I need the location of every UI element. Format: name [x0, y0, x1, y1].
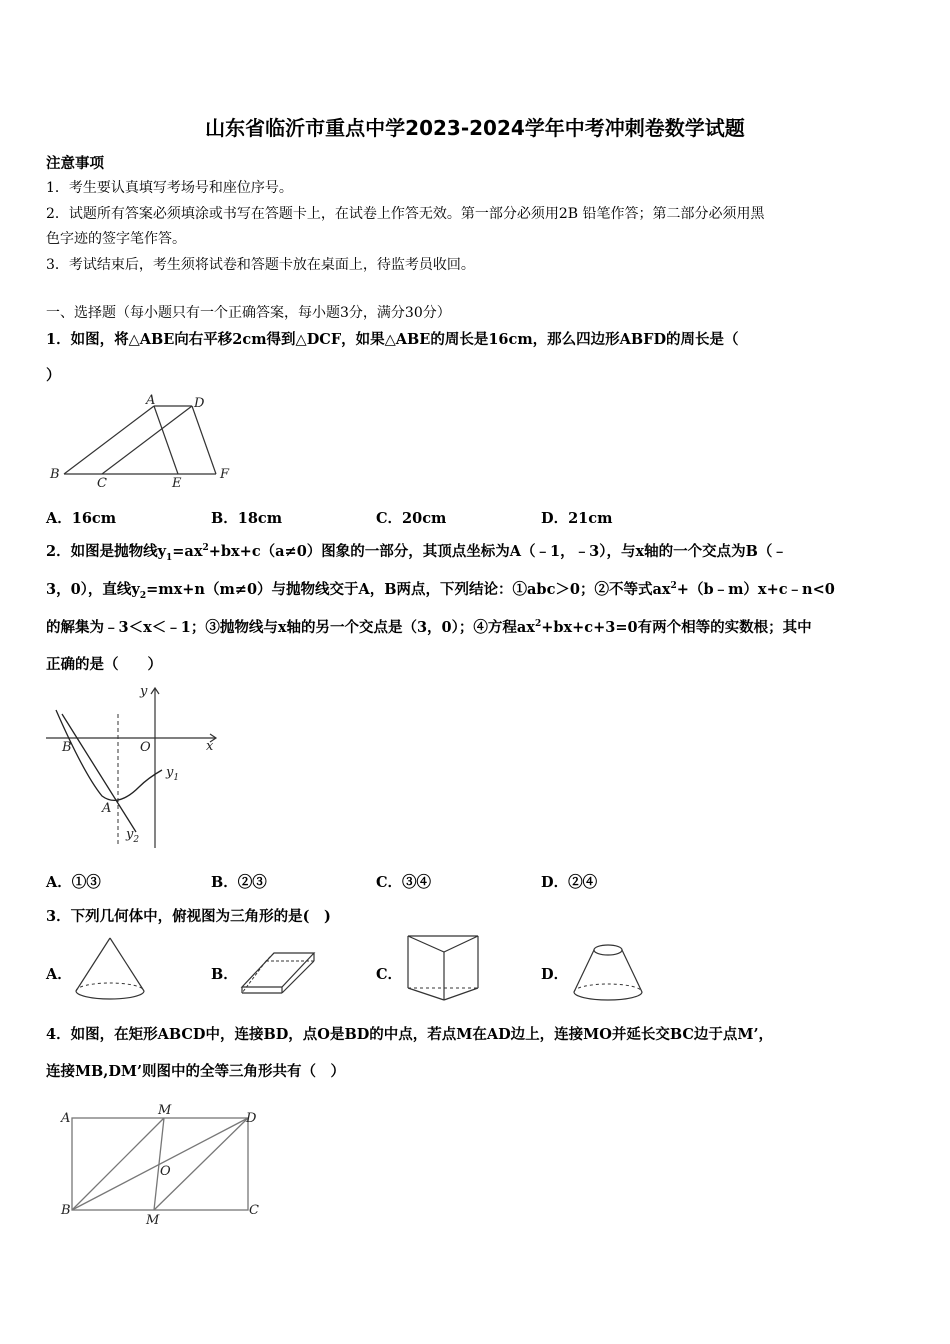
cone-shape-icon — [72, 934, 152, 1004]
q2-option-b: B．②③ — [211, 874, 267, 891]
question-2-line-4: 正确的是（ ） — [46, 656, 162, 673]
prism-shape-icon — [236, 947, 326, 997]
page-title: 山东省临沂市重点中学2023-2024学年中考冲刺卷数学试题 — [205, 116, 745, 140]
question-1-text-end: ） — [46, 367, 61, 384]
origin-label: O — [140, 740, 151, 755]
question-4-line-2: 连接MB,DM’则图中的全等三角形共有（ ） — [46, 1063, 346, 1080]
point-label-B: B — [50, 467, 60, 482]
point-label-O: O — [160, 1164, 171, 1179]
point-label-M: M — [158, 1103, 172, 1118]
notice-item: 3．考试结束后，考生须将试卷和答题卡放在桌面上，待监考员收回。 — [46, 257, 475, 273]
point-label-A: A — [102, 801, 112, 816]
q3-option-d: D． — [541, 966, 569, 983]
q3-option-b: B． — [211, 966, 238, 983]
notice-item: 2．试题所有答案必须填涂或书写在答题卡上，在试卷上作答无效。第一部分必须用2B 铅笔作答；第二部分必须用黑 — [46, 206, 765, 222]
point-label-F: F — [220, 467, 230, 482]
question-2-line-3: 的解集为﹣3＜x＜﹣1；③抛物线与x轴的另一个交点是（3，0）；④方程$ax^2+bx+c+3=0$有两个相等的实数根；其中 — [46, 619, 812, 636]
y-axis-label: y — [140, 684, 148, 699]
point-label-B: B — [61, 1203, 71, 1218]
point-label-D: D — [194, 396, 205, 411]
point-label-C: C — [249, 1203, 259, 1218]
q1-figure — [44, 388, 234, 493]
question-4-line-1: 4．如图，在矩形ABCD中，连接BD，点O是BD的中点，若点M在AD边上，连接MO并延长交BC边于点M’， — [46, 1026, 773, 1043]
q1-option-b: B．18cm — [211, 510, 283, 527]
q3-option-c: C． — [376, 966, 403, 983]
notice-item: 色字迹的签字笔作答。 — [46, 231, 186, 247]
frustum-shape-icon — [570, 940, 650, 1004]
point-label-B: B — [62, 740, 72, 755]
notice-heading: 注意事项 — [46, 155, 104, 172]
point-label-A: A — [61, 1111, 71, 1126]
point-label-E: E — [172, 476, 182, 491]
point-label-A: A — [146, 393, 156, 408]
question-1-text: 1．如图，将△ABE向右平移2cm得到△DCF，如果△ABE的周长是16cm，那么四边形ABFD的周长是（ — [46, 331, 739, 348]
q4-rectangle-figure — [58, 1102, 268, 1227]
q2-option-d: D．②④ — [541, 874, 598, 891]
question-2-line-2: 3，0），直线$y_2=mx+n(m\ne 0)$与抛物线交于A，B两点，下列结论：①abc＞0；②不等式$ax^2+(b﹣m)x+c﹣n<0$ — [46, 581, 835, 601]
line-label-y2: $y_2$ — [126, 827, 140, 845]
q1-option-c: C．20cm — [376, 510, 447, 527]
q2-graph — [44, 684, 224, 852]
x-axis-label: x — [206, 739, 214, 754]
q3-option-a: A． — [46, 966, 72, 983]
q1-option-a: A．16cm — [46, 510, 117, 527]
notice-item: 1．考生要认真填写考场号和座位序号。 — [46, 180, 293, 196]
point-label-D: D — [246, 1111, 257, 1126]
q2-option-c: C．③④ — [376, 874, 432, 891]
curve-label-y1: $y_1$ — [166, 765, 180, 783]
question-2-line-1: 2．如图是抛物线$y_1=ax^2+bx+c(a\ne 0)$图象的一部分，其顶点坐标为A（﹣1，﹣3），与x轴的一个交点为B（﹣ — [46, 543, 787, 563]
question-3-text: 3．下列几何体中，俯视图为三角形的是( ) — [46, 908, 331, 925]
q1-option-d: D．21cm — [541, 510, 613, 527]
q2-option-a: A．①③ — [46, 874, 101, 891]
triangular-prism-icon — [404, 932, 484, 1004]
point-label-M-prime: M — [146, 1213, 160, 1228]
point-label-C: C — [97, 476, 107, 491]
section-heading: 一、选择题（每小题只有一个正确答案，每小题3分，满分30分） — [46, 305, 451, 321]
